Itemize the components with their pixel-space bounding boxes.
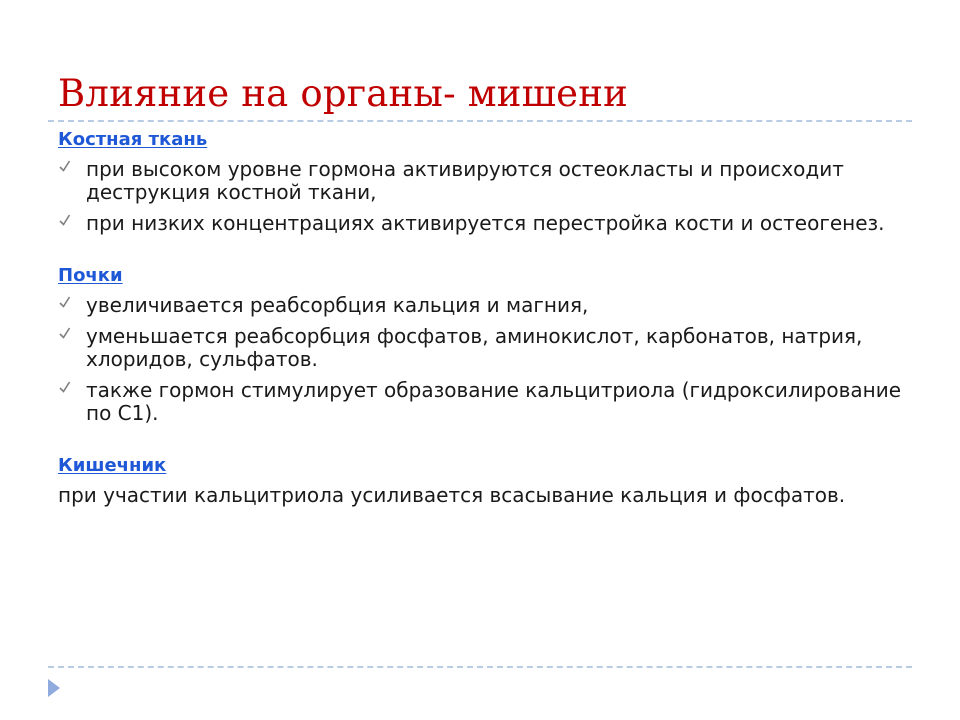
section-bone bbox=[58, 128, 908, 235]
slide-content bbox=[58, 128, 908, 507]
list-item bbox=[58, 325, 908, 371]
section-heading-kidney: Почки bbox=[58, 265, 123, 286]
bullet-list-kidney bbox=[58, 294, 908, 425]
list-item bbox=[58, 158, 908, 204]
title-divider bbox=[48, 120, 912, 122]
list-item bbox=[58, 294, 908, 317]
check-icon bbox=[58, 212, 72, 228]
list-item-text: при высоком уровне гормона активируются остеокласты и происходит деструкция костной ткани, bbox=[86, 157, 844, 204]
check-icon bbox=[58, 325, 72, 341]
list-item-text: увеличивается реабсорбция кальция и магния, bbox=[86, 293, 589, 317]
section-heading-intestine: Кишечник bbox=[58, 455, 167, 476]
list-item-text: уменьшается реабсорбция фосфатов, аминокислот, карбонатов, натрия, хлоридов, сульфатов. bbox=[86, 324, 863, 371]
list-item-text: также гормон стимулирует образование кальцитриола (гидроксилирование по С1). bbox=[86, 378, 901, 425]
check-icon bbox=[58, 379, 72, 395]
list-item-text: при низких концентрациях активируется перестройка кости и остеогенез. bbox=[86, 211, 885, 235]
footer-divider bbox=[48, 666, 912, 668]
section-heading-bone: Костная ткань bbox=[58, 129, 208, 150]
list-item bbox=[58, 212, 908, 235]
bullet-list-bone bbox=[58, 158, 908, 235]
section-kidney bbox=[58, 264, 908, 425]
play-arrow-icon[interactable] bbox=[47, 678, 61, 698]
check-icon bbox=[58, 158, 72, 174]
check-icon bbox=[58, 294, 72, 310]
section-intestine bbox=[58, 454, 908, 507]
section-text-intestine: при участии кальцитриола усиливается всасывание кальция и фосфатов. bbox=[58, 483, 846, 507]
list-item bbox=[58, 379, 908, 425]
slide-title: Влияние на органы- мишени bbox=[58, 72, 628, 115]
